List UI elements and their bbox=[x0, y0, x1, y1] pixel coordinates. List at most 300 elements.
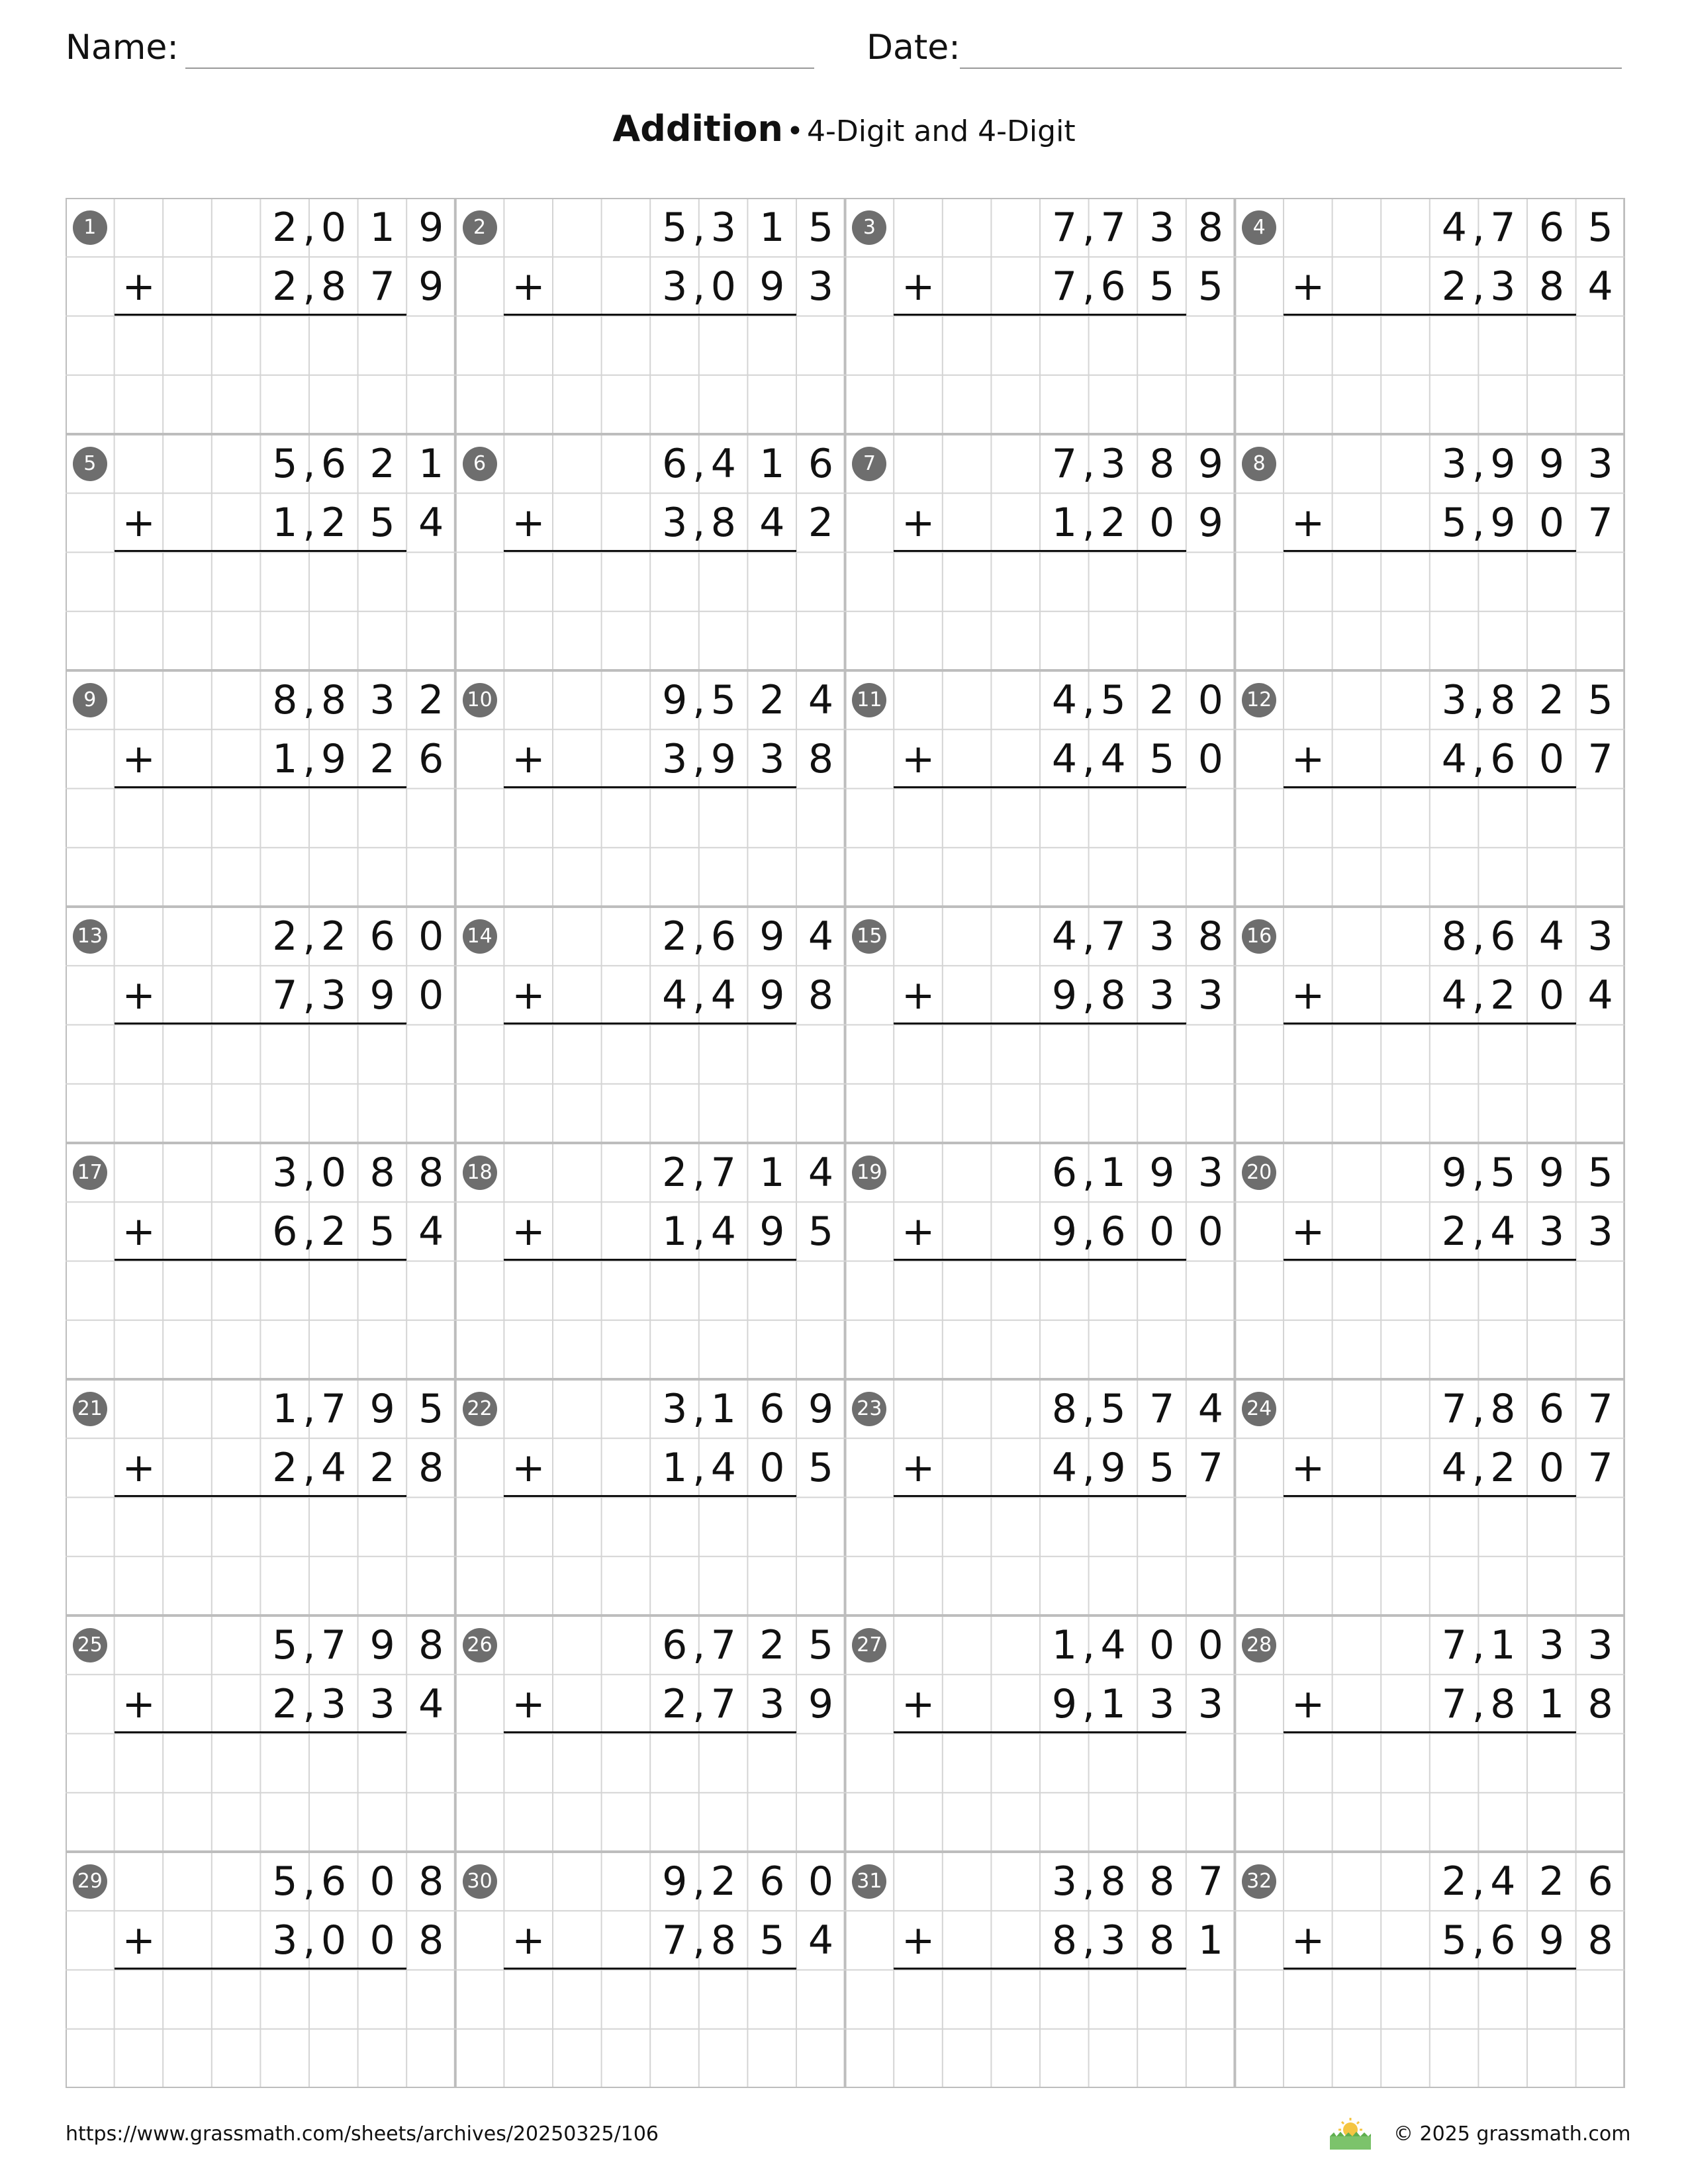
title-bullet: • bbox=[786, 114, 804, 148]
answer-line bbox=[1284, 550, 1576, 552]
addend-bottom-digit: 3 bbox=[1100, 1917, 1126, 1964]
addend-bottom-digit: 3 bbox=[759, 735, 785, 782]
plus-operator: + bbox=[902, 499, 935, 546]
plus-operator: + bbox=[1291, 263, 1325, 310]
answer-area[interactable] bbox=[115, 553, 455, 612]
addend-bottom-digit: 6 bbox=[272, 1208, 298, 1255]
answer-area[interactable] bbox=[1284, 1025, 1624, 1084]
problem-block bbox=[66, 1615, 455, 1852]
thousands-comma: , bbox=[1082, 204, 1096, 251]
addend-bottom-digit: 6 bbox=[1100, 263, 1126, 310]
thousands-comma: , bbox=[303, 972, 316, 1019]
addend-bottom-digit: 0 bbox=[1538, 499, 1565, 546]
plus-operator: + bbox=[122, 499, 156, 546]
plus-operator: + bbox=[122, 1208, 156, 1255]
addend-bottom-digit: 0 bbox=[759, 1444, 785, 1491]
thousands-comma: , bbox=[1472, 1680, 1485, 1727]
addend-bottom-digit: 9 bbox=[1100, 1444, 1126, 1491]
addend-top-digit: 9 bbox=[369, 1385, 395, 1432]
addend-top-digit: 5 bbox=[1490, 1149, 1516, 1196]
answer-line bbox=[504, 1259, 796, 1261]
problem-number-badge: 3 bbox=[852, 210, 886, 245]
addend-top-digit: 5 bbox=[272, 1621, 298, 1668]
plus-operator: + bbox=[122, 1444, 156, 1491]
thousands-comma: , bbox=[692, 1621, 706, 1668]
answer-area[interactable] bbox=[1284, 553, 1624, 612]
problem-number-badge: 17 bbox=[73, 1156, 107, 1190]
addend-top-digit: 4 bbox=[1538, 913, 1565, 960]
addend-top-digit: 6 bbox=[710, 913, 736, 960]
addend-bottom-digit: 1 bbox=[662, 1444, 688, 1491]
answer-area[interactable] bbox=[1284, 1970, 1624, 2029]
addend-top-digit: 7 bbox=[710, 1621, 736, 1668]
name-line[interactable] bbox=[185, 68, 814, 69]
addend-top-digit: 7 bbox=[320, 1385, 347, 1432]
answer-area[interactable] bbox=[504, 1734, 845, 1793]
addend-bottom-digit: 4 bbox=[662, 972, 688, 1019]
addend-bottom-digit: 8 bbox=[1490, 1680, 1516, 1727]
addend-top-digit: 7 bbox=[1100, 913, 1126, 960]
problem-number-badge: 2 bbox=[463, 210, 497, 245]
addend-bottom-digit: 0 bbox=[1197, 1208, 1223, 1255]
addend-top-digit: 0 bbox=[320, 204, 347, 251]
addend-bottom-digit: 4 bbox=[1100, 735, 1126, 782]
addend-top-digit: 2 bbox=[759, 1621, 785, 1668]
addend-bottom-digit: 2 bbox=[272, 1444, 298, 1491]
addend-bottom-digit: 0 bbox=[1197, 735, 1223, 782]
addend-top-digit: 7 bbox=[320, 1621, 347, 1668]
addend-top-digit: 5 bbox=[1587, 1149, 1613, 1196]
problem-block bbox=[66, 198, 455, 434]
addend-bottom-digit: 9 bbox=[1490, 499, 1516, 546]
thousands-comma: , bbox=[303, 440, 316, 487]
problem-number-badge: 8 bbox=[1242, 447, 1276, 481]
problem-number-badge: 29 bbox=[73, 1864, 107, 1899]
addend-top-digit: 2 bbox=[662, 913, 688, 960]
addend-bottom-digit: 6 bbox=[1100, 1208, 1126, 1255]
answer-line bbox=[894, 1495, 1186, 1497]
addend-top-digit: 5 bbox=[1587, 204, 1613, 251]
addend-bottom-digit: 0 bbox=[1538, 735, 1565, 782]
answer-line bbox=[115, 786, 407, 788]
addend-top-digit: 8 bbox=[1149, 440, 1175, 487]
addend-bottom-digit: 8 bbox=[418, 1917, 444, 1964]
addend-bottom-digit: 7 bbox=[1197, 1444, 1223, 1491]
thousands-comma: , bbox=[1082, 499, 1096, 546]
addend-bottom-digit: 0 bbox=[1149, 1208, 1175, 1255]
addend-bottom-digit: 5 bbox=[1149, 735, 1175, 782]
addend-top-digit: 1 bbox=[1100, 1149, 1126, 1196]
addend-top-digit: 4 bbox=[1100, 1621, 1126, 1668]
thousands-comma: , bbox=[1082, 1149, 1096, 1196]
addend-bottom-digit: 0 bbox=[710, 263, 736, 310]
problem-block bbox=[1235, 1615, 1624, 1852]
answer-area[interactable] bbox=[115, 1498, 455, 1557]
addend-top-digit: 6 bbox=[1490, 913, 1516, 960]
thousands-comma: , bbox=[1082, 1444, 1096, 1491]
thousands-comma: , bbox=[1472, 263, 1485, 310]
thousands-comma: , bbox=[1082, 735, 1096, 782]
problem-block bbox=[1235, 198, 1624, 434]
addend-top-digit: 3 bbox=[1149, 204, 1175, 251]
thousands-comma: , bbox=[303, 1858, 316, 1905]
thousands-comma: , bbox=[692, 1149, 706, 1196]
answer-area[interactable] bbox=[894, 1261, 1235, 1320]
thousands-comma: , bbox=[1082, 1208, 1096, 1255]
addend-bottom-digit: 3 bbox=[1538, 1208, 1565, 1255]
addend-bottom-digit: 8 bbox=[1587, 1917, 1613, 1964]
thousands-comma: , bbox=[692, 499, 706, 546]
plus-operator: + bbox=[122, 972, 156, 1019]
answer-line bbox=[115, 1731, 407, 1733]
addend-top-digit: 4 bbox=[1197, 1385, 1223, 1432]
thousands-comma: , bbox=[692, 204, 706, 251]
answer-line bbox=[1284, 1259, 1576, 1261]
addend-bottom-digit: 2 bbox=[320, 499, 347, 546]
addend-top-digit: 8 bbox=[418, 1149, 444, 1196]
addend-bottom-digit: 3 bbox=[662, 263, 688, 310]
problem-block bbox=[845, 1143, 1235, 1379]
addend-bottom-digit: 9 bbox=[418, 263, 444, 310]
addend-top-digit: 4 bbox=[808, 913, 834, 960]
addend-bottom-digit: 4 bbox=[1051, 735, 1078, 782]
problem-number-badge: 22 bbox=[463, 1392, 497, 1426]
problem-block bbox=[845, 670, 1235, 907]
thousands-comma: , bbox=[1472, 676, 1485, 723]
title-main: Addition bbox=[612, 108, 783, 150]
problem-block bbox=[66, 1852, 455, 2088]
plus-operator: + bbox=[1291, 735, 1325, 782]
addend-top-digit: 8 bbox=[320, 676, 347, 723]
thousands-comma: , bbox=[692, 1385, 706, 1432]
thousands-comma: , bbox=[1472, 913, 1485, 960]
answer-area[interactable] bbox=[1284, 1261, 1624, 1320]
answer-area[interactable] bbox=[894, 1970, 1235, 2029]
thousands-comma: , bbox=[1472, 499, 1485, 546]
problem-number-badge: 15 bbox=[852, 919, 886, 954]
answer-line bbox=[504, 786, 796, 788]
problem-block bbox=[1235, 1143, 1624, 1379]
thousands-comma: , bbox=[1472, 204, 1485, 251]
addend-top-digit: 5 bbox=[1587, 676, 1613, 723]
answer-line bbox=[504, 1495, 796, 1497]
addend-top-digit: 0 bbox=[808, 1858, 834, 1905]
answer-area[interactable] bbox=[894, 789, 1235, 848]
answer-area[interactable] bbox=[894, 553, 1235, 612]
answer-area[interactable] bbox=[504, 1025, 845, 1084]
addend-bottom-digit: 3 bbox=[272, 1917, 298, 1964]
addend-bottom-digit: 3 bbox=[320, 1680, 347, 1727]
addend-bottom-digit: 1 bbox=[1051, 499, 1078, 546]
answer-line bbox=[115, 1259, 407, 1261]
plus-operator: + bbox=[512, 1444, 545, 1491]
addend-bottom-digit: 1 bbox=[662, 1208, 688, 1255]
answer-line bbox=[1284, 314, 1576, 316]
plus-operator: + bbox=[1291, 972, 1325, 1019]
answer-line bbox=[504, 1968, 796, 1970]
answer-area[interactable] bbox=[504, 316, 845, 375]
problem-block bbox=[455, 1143, 845, 1379]
addend-bottom-digit: 8 bbox=[1587, 1680, 1613, 1727]
thousands-comma: , bbox=[1082, 913, 1096, 960]
plus-operator: + bbox=[122, 263, 156, 310]
answer-area[interactable] bbox=[115, 1970, 455, 2029]
thousands-comma: , bbox=[692, 913, 706, 960]
thousands-comma: , bbox=[1472, 735, 1485, 782]
answer-area[interactable] bbox=[504, 553, 845, 612]
addend-top-digit: 9 bbox=[662, 676, 688, 723]
problem-block bbox=[845, 1852, 1235, 2088]
thousands-comma: , bbox=[692, 1858, 706, 1905]
addend-bottom-digit: 2 bbox=[272, 1680, 298, 1727]
thousands-comma: , bbox=[692, 1444, 706, 1491]
thousands-comma: , bbox=[303, 1680, 316, 1727]
addend-bottom-digit: 3 bbox=[320, 972, 347, 1019]
answer-area[interactable] bbox=[115, 316, 455, 375]
thousands-comma: , bbox=[1082, 1917, 1096, 1964]
addend-bottom-digit: 3 bbox=[759, 1680, 785, 1727]
addend-bottom-digit: 6 bbox=[1490, 735, 1516, 782]
thousands-comma: , bbox=[1082, 1621, 1096, 1668]
date-line[interactable] bbox=[960, 68, 1622, 69]
thousands-comma: , bbox=[1082, 263, 1096, 310]
addend-top-digit: 2 bbox=[662, 1149, 688, 1196]
addend-bottom-digit: 9 bbox=[759, 972, 785, 1019]
thousands-comma: , bbox=[1082, 1858, 1096, 1905]
addend-top-digit: 5 bbox=[272, 1858, 298, 1905]
problem-number-badge: 31 bbox=[852, 1864, 886, 1899]
addend-bottom-digit: 8 bbox=[1051, 1917, 1078, 1964]
answer-area[interactable] bbox=[504, 789, 845, 848]
addend-top-digit: 3 bbox=[369, 676, 395, 723]
addend-top-digit: 1 bbox=[759, 1149, 785, 1196]
addend-bottom-digit: 4 bbox=[1441, 735, 1467, 782]
plus-operator: + bbox=[1291, 499, 1325, 546]
addend-top-digit: 6 bbox=[1538, 204, 1565, 251]
thousands-comma: , bbox=[303, 913, 316, 960]
problem-number-badge: 19 bbox=[852, 1156, 886, 1190]
thousands-comma: , bbox=[1472, 972, 1485, 1019]
answer-area[interactable] bbox=[894, 1025, 1235, 1084]
problem-number-badge: 12 bbox=[1242, 683, 1276, 717]
footer-url: https://www.grassmath.com/sheets/archives/20250325/106 bbox=[66, 2122, 659, 2146]
addend-bottom-digit: 8 bbox=[320, 263, 347, 310]
addend-top-digit: 8 bbox=[418, 1621, 444, 1668]
plus-operator: + bbox=[512, 1208, 545, 1255]
answer-area[interactable] bbox=[1284, 1498, 1624, 1557]
problem-number-badge: 1 bbox=[73, 210, 107, 245]
problem-block bbox=[845, 1379, 1235, 1615]
addend-top-digit: 7 bbox=[1587, 1385, 1613, 1432]
addend-top-digit: 2 bbox=[418, 676, 444, 723]
addend-top-digit: 3 bbox=[1538, 1621, 1565, 1668]
thousands-comma: , bbox=[692, 735, 706, 782]
addend-bottom-digit: 4 bbox=[418, 1208, 444, 1255]
addend-top-digit: 1 bbox=[369, 204, 395, 251]
answer-line bbox=[1284, 1731, 1576, 1733]
plus-operator: + bbox=[512, 263, 545, 310]
thousands-comma: , bbox=[303, 1149, 316, 1196]
addend-top-digit: 3 bbox=[1441, 676, 1467, 723]
date-label: Date: bbox=[867, 28, 961, 68]
thousands-comma: , bbox=[303, 1444, 316, 1491]
answer-line bbox=[1284, 1495, 1576, 1497]
plus-operator: + bbox=[512, 972, 545, 1019]
plus-operator: + bbox=[902, 1444, 935, 1491]
addend-bottom-digit: 7 bbox=[1587, 499, 1613, 546]
thousands-comma: , bbox=[1082, 1680, 1096, 1727]
problem-block bbox=[845, 1615, 1235, 1852]
answer-line bbox=[504, 1731, 796, 1733]
thousands-comma: , bbox=[303, 1621, 316, 1668]
answer-line bbox=[115, 1495, 407, 1497]
answer-area[interactable] bbox=[1284, 1734, 1624, 1793]
addend-top-digit: 6 bbox=[320, 1858, 347, 1905]
addend-top-digit: 5 bbox=[662, 204, 688, 251]
addend-top-digit: 4 bbox=[1490, 1858, 1516, 1905]
addend-bottom-digit: 2 bbox=[808, 499, 834, 546]
addend-bottom-digit: 3 bbox=[1197, 1680, 1223, 1727]
addend-top-digit: 2 bbox=[369, 440, 395, 487]
addend-bottom-digit: 5 bbox=[1441, 499, 1467, 546]
addend-top-digit: 6 bbox=[1587, 1858, 1613, 1905]
addend-top-digit: 9 bbox=[1538, 440, 1565, 487]
addend-bottom-digit: 4 bbox=[1587, 972, 1613, 1019]
addend-top-digit: 2 bbox=[1441, 1858, 1467, 1905]
addend-top-digit: 6 bbox=[759, 1385, 785, 1432]
addend-top-digit: 5 bbox=[1100, 676, 1126, 723]
problem-number-badge: 24 bbox=[1242, 1392, 1276, 1426]
answer-line bbox=[115, 1968, 407, 1970]
problem-block bbox=[455, 434, 845, 670]
addend-bottom-digit: 6 bbox=[418, 735, 444, 782]
answer-line bbox=[894, 1968, 1186, 1970]
answer-line bbox=[894, 550, 1186, 552]
answer-area[interactable] bbox=[504, 1261, 845, 1320]
addend-bottom-digit: 9 bbox=[1051, 972, 1078, 1019]
answer-area[interactable] bbox=[1284, 316, 1624, 375]
answer-area[interactable] bbox=[504, 1970, 845, 2029]
thousands-comma: , bbox=[303, 676, 316, 723]
answer-area[interactable] bbox=[894, 316, 1235, 375]
addend-top-digit: 9 bbox=[418, 204, 444, 251]
addend-top-digit: 5 bbox=[808, 204, 834, 251]
addend-top-digit: 4 bbox=[1051, 913, 1078, 960]
addend-bottom-digit: 5 bbox=[369, 1208, 395, 1255]
plus-operator: + bbox=[902, 1208, 935, 1255]
addend-bottom-digit: 1 bbox=[1197, 1917, 1223, 1964]
answer-area[interactable] bbox=[115, 789, 455, 848]
addend-top-digit: 9 bbox=[1149, 1149, 1175, 1196]
problem-block bbox=[845, 198, 1235, 434]
addend-bottom-digit: 3 bbox=[662, 735, 688, 782]
addend-top-digit: 8 bbox=[1197, 204, 1223, 251]
problem-number-badge: 27 bbox=[852, 1628, 886, 1662]
addend-top-digit: 6 bbox=[320, 440, 347, 487]
addend-bottom-digit: 2 bbox=[369, 1444, 395, 1491]
addend-top-digit: 8 bbox=[418, 1858, 444, 1905]
problem-number-badge: 25 bbox=[73, 1628, 107, 1662]
answer-area[interactable] bbox=[1284, 789, 1624, 848]
addend-top-digit: 1 bbox=[710, 1385, 736, 1432]
problem-block bbox=[66, 1143, 455, 1379]
thousands-comma: , bbox=[1472, 1149, 1485, 1196]
answer-area[interactable] bbox=[115, 1025, 455, 1084]
addend-top-digit: 2 bbox=[1538, 676, 1565, 723]
addend-bottom-digit: 1 bbox=[1538, 1680, 1565, 1727]
plus-operator: + bbox=[512, 1680, 545, 1727]
thousands-comma: , bbox=[303, 735, 316, 782]
thousands-comma: , bbox=[692, 1917, 706, 1964]
addend-top-digit: 9 bbox=[1538, 1149, 1565, 1196]
addend-bottom-digit: 9 bbox=[759, 1208, 785, 1255]
addend-bottom-digit: 0 bbox=[418, 972, 444, 1019]
addend-top-digit: 3 bbox=[1149, 913, 1175, 960]
addend-bottom-digit: 1 bbox=[1100, 1680, 1126, 1727]
plus-operator: + bbox=[512, 735, 545, 782]
addend-bottom-digit: 8 bbox=[808, 972, 834, 1019]
thousands-comma: , bbox=[692, 440, 706, 487]
addend-top-digit: 7 bbox=[1100, 204, 1126, 251]
answer-line bbox=[894, 314, 1186, 316]
thousands-comma: , bbox=[303, 1917, 316, 1964]
answer-area[interactable] bbox=[894, 1734, 1235, 1793]
thousands-comma: , bbox=[303, 1208, 316, 1255]
addend-bottom-digit: 2 bbox=[320, 1208, 347, 1255]
addend-bottom-digit: 0 bbox=[1538, 1444, 1565, 1491]
addend-top-digit: 8 bbox=[369, 1149, 395, 1196]
addend-top-digit: 3 bbox=[1197, 1149, 1223, 1196]
addend-top-digit: 9 bbox=[662, 1858, 688, 1905]
problem-number-badge: 9 bbox=[73, 683, 107, 717]
plus-operator: + bbox=[1291, 1917, 1325, 1964]
addend-top-digit: 5 bbox=[272, 440, 298, 487]
addend-bottom-digit: 9 bbox=[808, 1680, 834, 1727]
problem-number-badge: 20 bbox=[1242, 1156, 1276, 1190]
answer-area[interactable] bbox=[115, 1261, 455, 1320]
addend-top-digit: 3 bbox=[1100, 440, 1126, 487]
addend-top-digit: 7 bbox=[1149, 1385, 1175, 1432]
addend-bottom-digit: 7 bbox=[272, 972, 298, 1019]
answer-line bbox=[115, 314, 407, 316]
answer-line bbox=[115, 1023, 407, 1024]
thousands-comma: , bbox=[1472, 1621, 1485, 1668]
problem-number-badge: 7 bbox=[852, 447, 886, 481]
addend-bottom-digit: 6 bbox=[1490, 1917, 1516, 1964]
answer-line bbox=[115, 550, 407, 552]
addend-bottom-digit: 2 bbox=[272, 263, 298, 310]
addend-bottom-digit: 8 bbox=[1149, 1917, 1175, 1964]
name-label: Name: bbox=[66, 28, 179, 68]
problem-number-badge: 14 bbox=[463, 919, 497, 954]
addend-bottom-digit: 0 bbox=[320, 1917, 347, 1964]
problem-block bbox=[1235, 1379, 1624, 1615]
answer-area[interactable] bbox=[894, 1498, 1235, 1557]
addend-top-digit: 8 bbox=[1490, 676, 1516, 723]
addend-bottom-digit: 9 bbox=[1197, 499, 1223, 546]
thousands-comma: , bbox=[303, 1385, 316, 1432]
problem-number-badge: 23 bbox=[852, 1392, 886, 1426]
addend-top-digit: 4 bbox=[808, 1149, 834, 1196]
addend-bottom-digit: 4 bbox=[808, 1917, 834, 1964]
answer-area[interactable] bbox=[504, 1498, 845, 1557]
plus-operator: + bbox=[902, 972, 935, 1019]
addend-bottom-digit: 0 bbox=[1149, 499, 1175, 546]
addend-bottom-digit: 5 bbox=[1197, 263, 1223, 310]
plus-operator: + bbox=[902, 1917, 935, 1964]
answer-area[interactable] bbox=[115, 1734, 455, 1793]
answer-line bbox=[1284, 1023, 1576, 1024]
